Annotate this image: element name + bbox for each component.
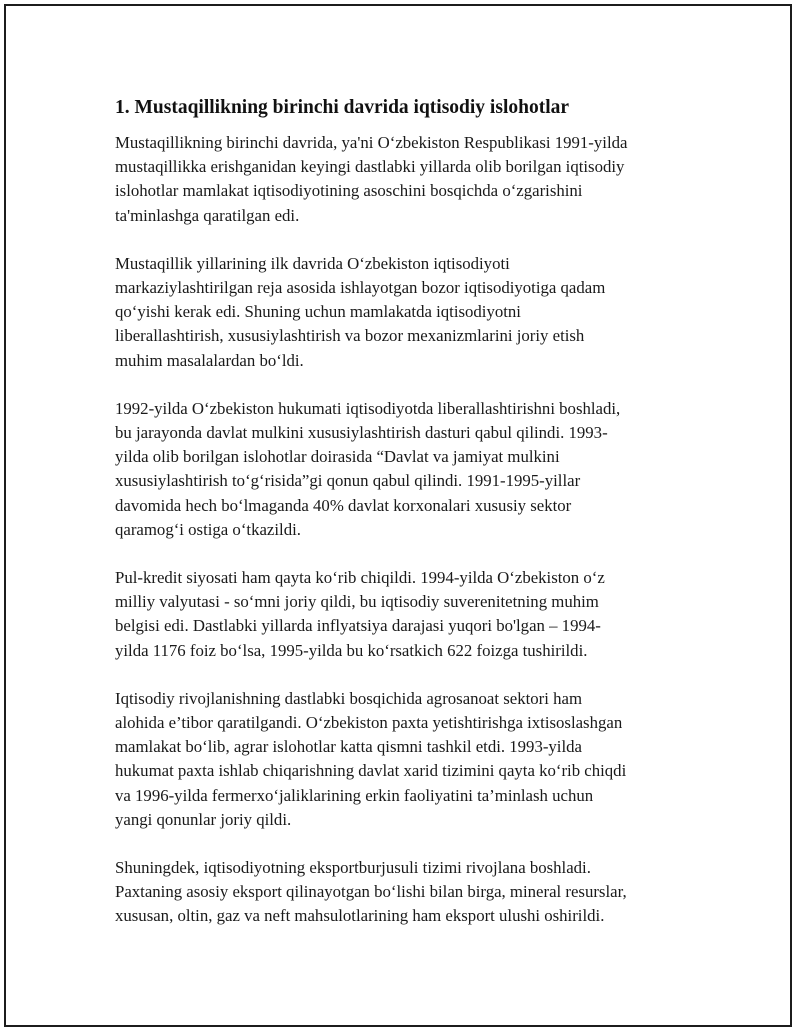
text-line: qaramog‘i ostiga o‘tkazildi.	[115, 519, 301, 539]
text-line: 1992-yilda O‘zbekiston hukumati iqtisodiyotda liberallashtirishni boshladi,	[115, 398, 621, 418]
text-line: hukumat paxta ishlab chiqarishning davlat xarid tizimini qayta ko‘rib chiqdi	[115, 761, 627, 781]
text-line: milliy valyutasi - so‘mni joriy qildi, bu iqtisodiy suverenitetning muhim	[115, 592, 599, 612]
text-line: Shuningdek, iqtisodiyotning eksportburjusuli tizimi rivojlana boshladi.	[115, 858, 591, 878]
text-line: yilda 1176 foiz bo‘lsa, 1995-yilda bu ko‘rsatkich 622 foizga tushirildi.	[115, 640, 588, 660]
paragraph-6	[115, 856, 700, 929]
text-line: islohotlar mamlakat iqtisodiyotining asoschini bosqichda o‘zgarishini	[115, 181, 583, 201]
text-line: xususiylashtirish to‘g‘risida”gi qonun qabul qilindi. 1991-1995-yillar	[115, 471, 581, 491]
text-line: yilda olib borilgan islohotlar doirasida “Davlat va jamiyat mulkini	[115, 447, 560, 467]
text-line: liberallashtirish, xususiylashtirish va bozor mexanizmlarini joriy etish	[115, 326, 585, 346]
text-line: ta'minlashga qaratilgan edi.	[115, 205, 300, 225]
text-line: Iqtisodiy rivojlanishning dastlabki bosqichida agrosanoat sektori ham	[115, 688, 582, 708]
text-line: alohida e’tibor qaratilgandi. O‘zbekiston paxta yetishtirishga ixtisoslashgan	[115, 713, 623, 733]
text-line: mamlakat bo‘lib, agrar islohotlar katta qismni tashkil etdi. 1993-yilda	[115, 737, 582, 757]
text-line: va 1996-yilda fermerxo‘jaliklarining erkin faoliyatini ta’minlash uchun	[115, 785, 594, 805]
text-line: Mustaqillikning birinchi davrida, ya'ni O‘zbekiston Respublikasi 1991-yilda	[115, 133, 628, 152]
text-line: qo‘yishi kerak edi. Shuning uchun mamlakatda iqtisodiyotni	[115, 302, 521, 322]
paragraph-4	[115, 566, 700, 663]
text-line: bu jarayonda davlat mulkini xususiylashtirish dasturi qabul qilindi. 1993-	[115, 423, 608, 443]
text-line: Pul-kredit siyosati ham qayta ko‘rib chiqildi. 1994-yilda O‘zbekiston o‘z	[115, 568, 605, 588]
paragraph-5	[115, 687, 700, 832]
document-body	[115, 95, 700, 953]
text-line: markaziylashtirilgan reja asosida ishlayotgan bozor iqtisodiyotiga qadam	[115, 278, 606, 298]
text-line: yangi qonunlar joriy qildi.	[115, 809, 292, 829]
text-line: mustaqillikka erishganidan keyingi dastlabki yillarda olib borilgan iqtisodiy	[115, 157, 625, 177]
text-line: Mustaqillik yillarining ilk davrida O‘zbekiston iqtisodiyoti	[115, 253, 510, 273]
text-line: belgisi edi. Dastlabki yillarda inflyatsiya darajasi yuqori bo'lgan – 1994-	[115, 616, 601, 636]
text-line: muhim masalalardan bo‘ldi.	[115, 350, 304, 370]
text-line: xususan, oltin, gaz va neft mahsulotlarining ham eksport ulushi oshirildi.	[115, 906, 605, 926]
paragraph-1	[115, 131, 700, 228]
text-line: Paxtaning asosiy eksport qilinayotgan bo‘lishi bilan birga, mineral resurslar,	[115, 882, 627, 902]
section-heading: 1. Mustaqillikning birinchi davrida iqtisodiy islohotlar	[115, 97, 570, 118]
paragraph-2	[115, 252, 700, 373]
paragraph-3	[115, 397, 700, 542]
text-line: davomida hech bo‘lmaganda 40% davlat korxonalari xususiy sektor	[115, 495, 572, 515]
